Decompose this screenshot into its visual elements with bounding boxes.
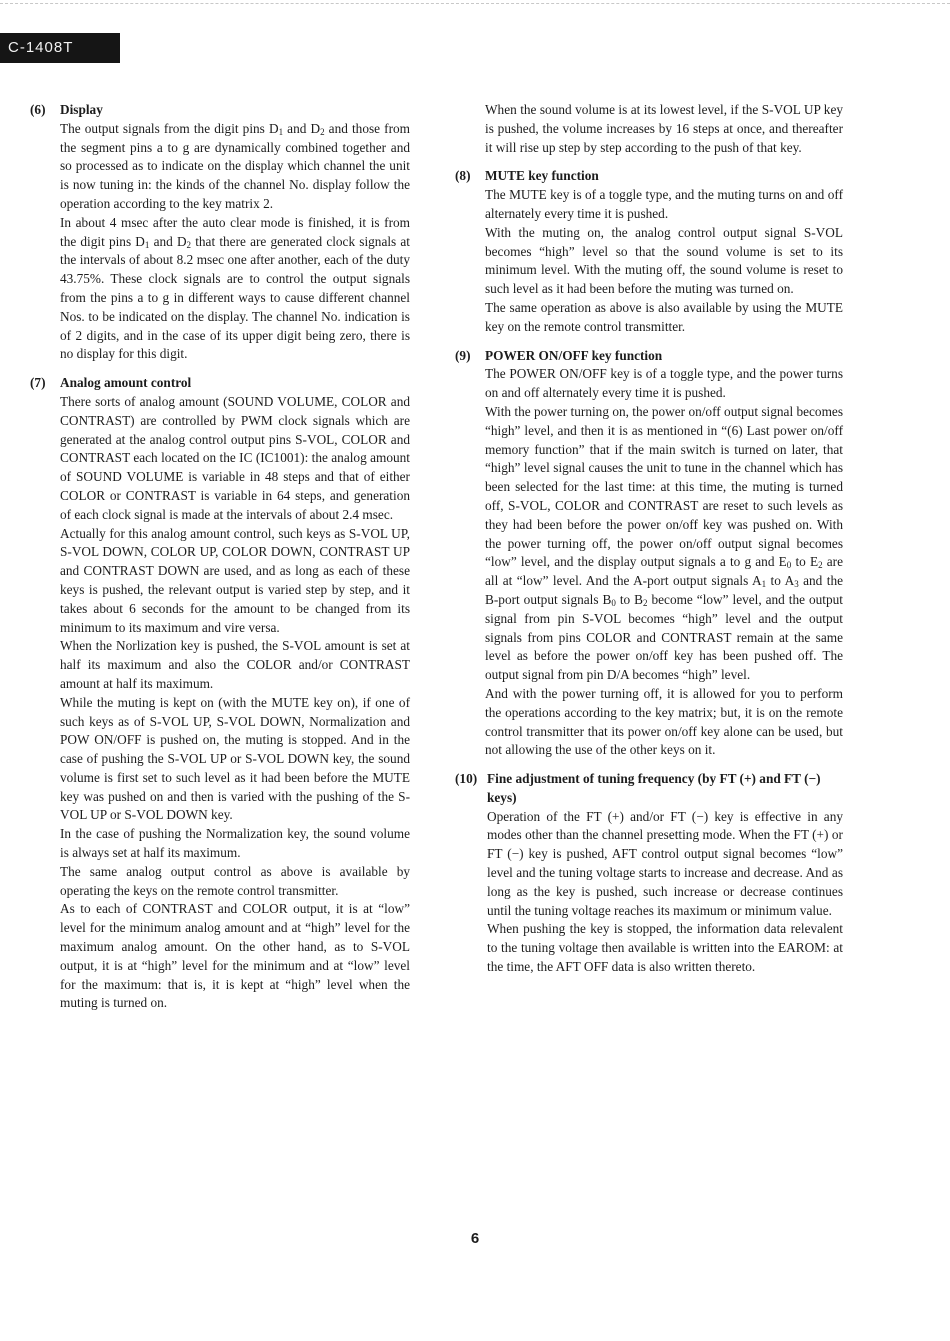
continued-paragraph [455,101,843,157]
paragraph: When the sound volume is at its lowest level, if the S-VOL UP key is pushed, the volume increases by 16 steps at once, and thereafter it will rise up step by step according to the push of that key. [485,102,843,155]
model-label: C-1408T [0,33,120,63]
section-fine-adjustment-tuning [455,770,843,977]
paragraph: Actually for this analog amount control, such keys as S-VOL UP, S-VOL DOWN, COLOR UP, COLOR DOWN, CONTRAST UP and CONTRAST DOWN are used, and as long as each of these keys is pushed, the relevant output is varied step by step, and it takes about 6 seconds for the amount to be changed from its minimum to its maximum and vire versa. [60,525,410,635]
paragraph: Operation of the FT (+) and/or FT (−) key is effective in any modes other than the channel presetting mode. When the FT (+) or FT (−) key is pushed, AFT control output signal becomes “low” level and the tuning voltage starts to increase and decrease. And as long as the key is pushed, such increase or decrease continues until the tuning voltage reaches its maximum or minimum value. [487,808,843,918]
section-mute-key-function [455,167,843,336]
section-title: Fine adjustment of tuning frequency (by FT (+) and FT (−) keys) [487,771,821,805]
section-title: MUTE key function [485,168,599,184]
section-display [30,101,410,364]
left-column [30,101,410,1023]
paragraph: The same analog output control as above is available by operating the keys on the remote control transmitter. [60,863,410,898]
paragraph: The output signals from the digit pins $D_1$ and $D_2$ and those from the segment pins a to g are dynamically combined together and so processed as to indicate on the display which channel the unit is now tuning in: the kinds of the channel No. display follow the operation according to the key matrix 2. [60,120,411,211]
section-power-on-off-key-function [455,347,843,761]
paragraph: When pushing the key is stopped, the information data relevalent to the tuning voltage then available is written into the EAROM: at the time, the AFT OFF data is also written thereto. [487,921,843,975]
page-number: 6 [470,1230,480,1247]
paragraph: In the case of pushing the Normalization key, the sound volume is always set at half its maximum. [60,826,410,861]
paragraph: With the muting on, the analog control output signal S-VOL becomes “high” level so that the sound volume is set to its minimum level. With the muting off, the sound volume is reset to such level as it had been before the muting was turned on. [485,224,843,297]
paragraph: As to each of CONTRAST and COLOR output, it is at “low” level for the minimum analog amount and at “high” level for the maximum analog amount. On the other hand, as to S-VOL output, it is at “high” level for the minimum and at “low” level for the maximum: that is, it is kept at “high” level when the muting is turned on. [60,901,410,1011]
paragraph: The same operation as above is also available by using the MUTE key on the remote control transmitter. [485,299,843,334]
section-number: (10) [455,771,478,787]
section-title: Display [60,102,103,117]
section-title: Analog amount control [60,375,192,391]
paragraph: With the power turning on, the power on/off output signal becomes “high” level, and then it is as mentioned in “(6) Last power on/off memory function” that if the main switch is turned on later, that “high” level signal causes the unit to tune in the channel which has been selected for the last time: at this time, the muting is turned off, S-VOL, COLOR and CONTRAST are reset to such levels as they had been before the power on/off key was pushed on. With the power turning off, the power on/off output signal becomes “low” level, and the display output signals a to g and $E_0$ to $E_2$ are all at “low” level. And the A-port output signals $A_1$ to $A_3$ and the B-port output signals $B_0$ to $B_2$ become “low” level, and the output signal from pin S-VOL becomes “high” level and the output signals from pins COLOR and CONTRAST remain at the same level as before the power on/off key has been pushed off. The output signal from pin D/A becomes “high” level. [485,403,843,683]
paragraph: When the Norlization key is pushed, the S-VOL amount is set at half its maximum and also the COLOR and/or CONTRAST amount at half its maximum. [60,638,410,691]
paragraph: The POWER ON/OFF key is of a toggle type, and the power turns on and off alternately every time it is pushed. [485,366,843,401]
top-rule [0,3,950,5]
section-number: (8) [455,168,471,184]
section-title: POWER ON/OFF key function [485,347,663,363]
section-analog-amount-control [30,374,410,1013]
paragraph: And with the power turning off, it is allowed for you to perform the operations according to the key matrix; but, it is on the remote control transmitter that its power on/off key alone can be used, but not allowing the use of the other keys on it. [485,685,843,758]
paragraph: While the muting is kept on (with the MUTE key on), if one of such keys as of S-VOL UP, S-VOL DOWN, Normalization and POW ON/OFF is pushed on, the muting is stopped. And in the case of pushing the S-VOL UP or S-VOL DOWN key, the sound volume is first set to such level as it had been before the MUTE key was pushed on and then is varied with the pushing of the S-VOL UP or S-VOL DOWN key. [60,694,410,823]
paragraph: In about 4 msec after the auto clear mode is finished, it is from the digit pins $D_1$ and $D_2$ that there are generated clock signals at the intervals of about 8.2 msec one after another, each of the duty 43.75%. These clock signals are to control the output signals from the pins a to g in different ways to cause different channel Nos. to be indicated on the display. The channel No. indication is of 2 digits, and in the case of its upper digit being zero, there is no display for this digit. [60,214,410,362]
section-number: (7) [30,375,46,391]
right-column [455,101,843,987]
paragraph: There sorts of analog amount (SOUND VOLUME, COLOR and CONTRAST) are controlled by PWM clock signals which are generated at the analog control output pins S-VOL, COLOR and CONTRAST each located on the IC (IC1001): the analog amount of SOUND VOLUME is variable in 48 steps and that of either COLOR or CONTRAST is variable in 64 steps, and generation of each clock signal is made at the intervals of about 2.4 msec. [60,393,410,522]
paragraph: The MUTE key is of a toggle type, and the muting turns on and off alternately every time it is pushed. [485,187,843,221]
section-number: (9) [455,347,471,363]
section-number: (6) [30,102,46,117]
